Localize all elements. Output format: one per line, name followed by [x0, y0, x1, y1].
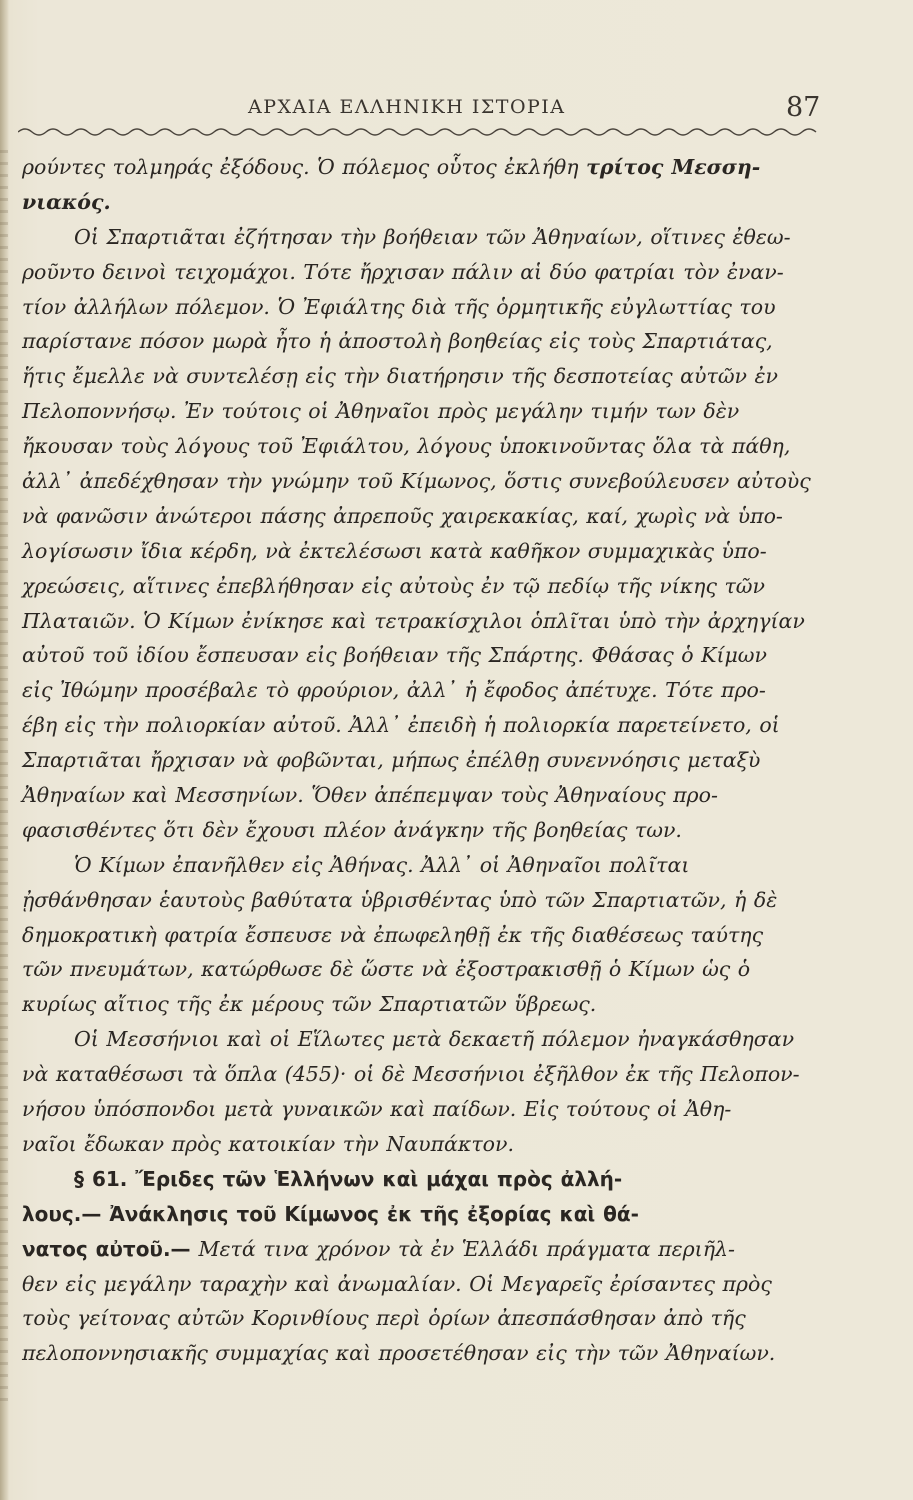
text-line: [22, 150, 822, 185]
text-line-content: ἀλλ᾿ ἀπεδέχθησαν τὴν γνώμην τοῦ Κίμωνος, ὅστις συνεβούλευσεν αὐτοὺς: [22, 469, 811, 494]
text-line: [22, 569, 822, 604]
page-number: 87: [786, 92, 821, 123]
text-line: [22, 290, 822, 325]
text-line-content: κυρίως αἴτιος τῆς ἐκ μέρους τῶν Σπαρτιατῶν ὕβρεως.: [22, 992, 597, 1017]
text-line-content: ροῦντο δεινοὶ τειχομάχοι. Τότε ἤρχισαν πάλιν αἱ δύο φατρίαι τὸν ἐναν-: [22, 259, 784, 284]
text-line-content: τῶν πνευμάτων, κατώρθωσε δὲ ὥστε νὰ ἐξοστρακισθῇ ὁ Κίμων ὡς ὁ: [22, 957, 751, 982]
text-line-content: ᾐσθάνθησαν ἑαυτοὺς βαθύτατα ὑβρισθέντας ὑπὸ τῶν Σπαρτιατῶν, ἡ δὲ: [22, 887, 778, 912]
body-text: [22, 150, 822, 1371]
text-line: [22, 185, 822, 220]
section-body-start: Μετά τινα χρόνον τὰ ἐν Ἑλλάδι πράγματα περιῆλ-: [198, 1236, 735, 1261]
text-line-content: τίον ἀλλήλων πόλεμον. Ὁ Ἐφιάλτης διὰ τῆς ὁρμητικῆς εὐγλωττίας του: [22, 294, 776, 319]
tail-lines: [22, 1267, 822, 1372]
text-line: [22, 743, 822, 778]
text-line: θεν εἰς μεγάλην ταραχὴν καὶ ἀνωμαλίαν. Οἱ Μεγαρεῖς ἐρίσαντες πρὸς: [22, 1271, 772, 1296]
text-line: [22, 813, 822, 848]
text-line-content: Πελοποννήσῳ. Ἐν τούτοις οἱ Ἀθηναῖοι πρὸς μεγάλην τιμήν των δὲν: [22, 399, 740, 424]
text-line-content: έβη εἰς τὴν πολιορκίαν αὐτοῦ. Ἀλλ᾿ ἐπειδὴ ἡ πολιορκία παρετείνετο, οἱ: [22, 713, 780, 738]
text-line: [22, 673, 822, 708]
wavy-rule-ornament: [18, 124, 823, 140]
text-line: [22, 534, 822, 569]
text-line: [22, 1127, 822, 1162]
text-line: [22, 987, 822, 1022]
text-line-content: νὰ φανῶσιν ἀνώτεροι πάσης ἀπρεποῦς χαιρεκακίας, καί, χωρὶς νὰ ὑπο-: [22, 503, 783, 528]
text-line-content: λογίσωσιν ἴδια κέρδη, νὰ ἐκτελέσωσι κατὰ καθῆκον συμμαχικὰς ὑπο-: [22, 538, 767, 563]
text-line-content: νὰ καταθέσωσι τὰ ὅπλα (455)· οἱ δὲ Μεσσήνιοι ἐξῆλθον ἐκ τῆς Πελοπον-: [22, 1062, 800, 1087]
text-line-content: Ὁ Κίμων ἐπανῆλθεν εἰς Ἀθήνας. Ἀλλ᾿ οἱ Ἀθηναῖοι πολῖται: [74, 852, 690, 877]
text-line: [22, 638, 822, 673]
text-line-content: Οἱ Μεσσήνιοι καὶ οἱ Εἵλωτες μετὰ δεκαετῆ πόλεμον ἠναγκάσθησαν: [74, 1027, 795, 1052]
text-line-bold: νιακός.: [22, 189, 111, 214]
text-line-content: Πλαταιῶν. Ὁ Κίμων ἐνίκησε καὶ τετρακίσχιλοι ὁπλῖται ὑπὸ τὴν ἀρχηγίαν: [22, 608, 805, 633]
text-line: [22, 848, 822, 883]
text-line-content: ρούντες τολμηράς ἐξόδους. Ὁ πόλεμος οὗτος ἐκλήθη: [22, 155, 587, 179]
paragraph-lines: [22, 150, 822, 1162]
text-line: [22, 324, 822, 359]
section-heading-line-2: λους.— Ἀνάκλησις τοῦ Κίμωνος ἐκ τῆς ἐξορίας καὶ θά-: [22, 1201, 639, 1226]
text-line: [22, 464, 822, 499]
text-line-content: Ἀθηναίων καὶ Μεσσηνίων. Ὅθεν ἀπέπεμψαν τοὺς Ἀθηναίους προ-: [22, 783, 718, 808]
text-line: [22, 883, 822, 918]
text-line-content: εἰς Ἰθώμην προσέβαλε τὸ φρούριον, ἀλλ᾿ ἡ ἔφοδος ἀπέτυχε. Τότε προ-: [22, 678, 766, 703]
text-line: [22, 255, 822, 290]
text-line-content: ἥτις ἔμελλε νὰ συντελέσῃ εἰς τὴν διατήρησιν τῆς δεσποτείας αὐτῶν ἐν: [22, 364, 778, 389]
text-line: [22, 1092, 822, 1127]
text-line: [22, 952, 822, 987]
margin-stain: [0, 150, 8, 1410]
text-line: [22, 918, 822, 953]
text-line: [22, 394, 822, 429]
text-line-content: Οἱ Σπαρτιᾶται ἐζήτησαν τὴν βοήθειαν τῶν Ἀθηναίων, οἵτινες ἐθεω-: [74, 224, 791, 249]
text-line-content: ναῖοι ἔδωκαν πρὸς κατοικίαν τὴν Ναυπάκτον.: [22, 1131, 515, 1156]
section-heading-line-1: § 61. Ἔριδες τῶν Ἑλλήνων καὶ μάχαι πρὸς ἀλλή-: [74, 1166, 623, 1191]
text-line: τοὺς γείτονας αὐτῶν Κορινθίους περὶ ὁρίων ἀπεσπάσθησαν ἀπὸ τῆς: [22, 1306, 746, 1331]
text-line-bold: τρίτος Μεσση-: [586, 155, 761, 179]
section-heading-bold-part: νατος αὐτοῦ.—: [22, 1236, 191, 1261]
text-line: [22, 708, 822, 743]
text-line: [22, 1057, 822, 1092]
text-line-content: ἤκουσαν τοὺς λόγους τοῦ Ἐφιάλτου, λόγους ὑποκινοῦντας ὅλα τὰ πάθη,: [22, 434, 791, 459]
text-line: πελοποννησιακῆς συμμαχίας καὶ προσετέθησαν εἰς τὴν τῶν Ἀθηναίων.: [22, 1341, 776, 1366]
text-line-content: παρίστανε πόσον μωρὰ ἦτο ἡ ἀποστολὴ βοηθείας εἰς τοὺς Σπαρτιάτας,: [22, 329, 773, 354]
text-line-content: Σπαρτιᾶται ἤρχισαν νὰ φοβῶνται, μήπως ἐπέλθῃ συνεννόησις μεταξὺ: [22, 748, 761, 773]
running-title: ΑΡΧΑΙΑ ΕΛΛΗΝΙΚΗ ΙΣΤΟΡΙΑ: [248, 96, 566, 118]
text-line: [22, 429, 822, 464]
section-heading-line-3: [22, 1232, 822, 1267]
text-line: [22, 778, 822, 813]
text-line-content: αὐτοῦ τοῦ ἰδίου ἔσπευσαν εἰς βοήθειαν τῆς Σπάρτης. Φθάσας ὁ Κίμων: [22, 643, 767, 668]
text-line: [22, 220, 822, 255]
text-line-content: χρεώσεις, αἵτινες ἐπεβλήθησαν εἰς αὐτοὺς ἐν τῷ πεδίῳ τῆς νίκης τῶν: [22, 573, 765, 598]
running-head: [0, 92, 913, 126]
text-line: [22, 359, 822, 394]
text-line: [22, 1022, 822, 1057]
text-line: [22, 499, 822, 534]
text-line: [22, 604, 822, 639]
text-line-content: φασισθέντες ὅτι δὲν ἔχουσι πλέον ἀνάγκην τῆς βοηθείας των.: [22, 817, 682, 842]
text-line-content: δημοκρατικὴ φατρία ἔσπευσε νὰ ἐπωφεληθῇ ἐκ τῆς διαθέσεως ταύτης: [22, 922, 764, 947]
text-line-content: νήσου ὑπόσπονδοι μετὰ γυναικῶν καὶ παίδων. Εἰς τούτους οἱ Ἀθη-: [22, 1097, 732, 1122]
